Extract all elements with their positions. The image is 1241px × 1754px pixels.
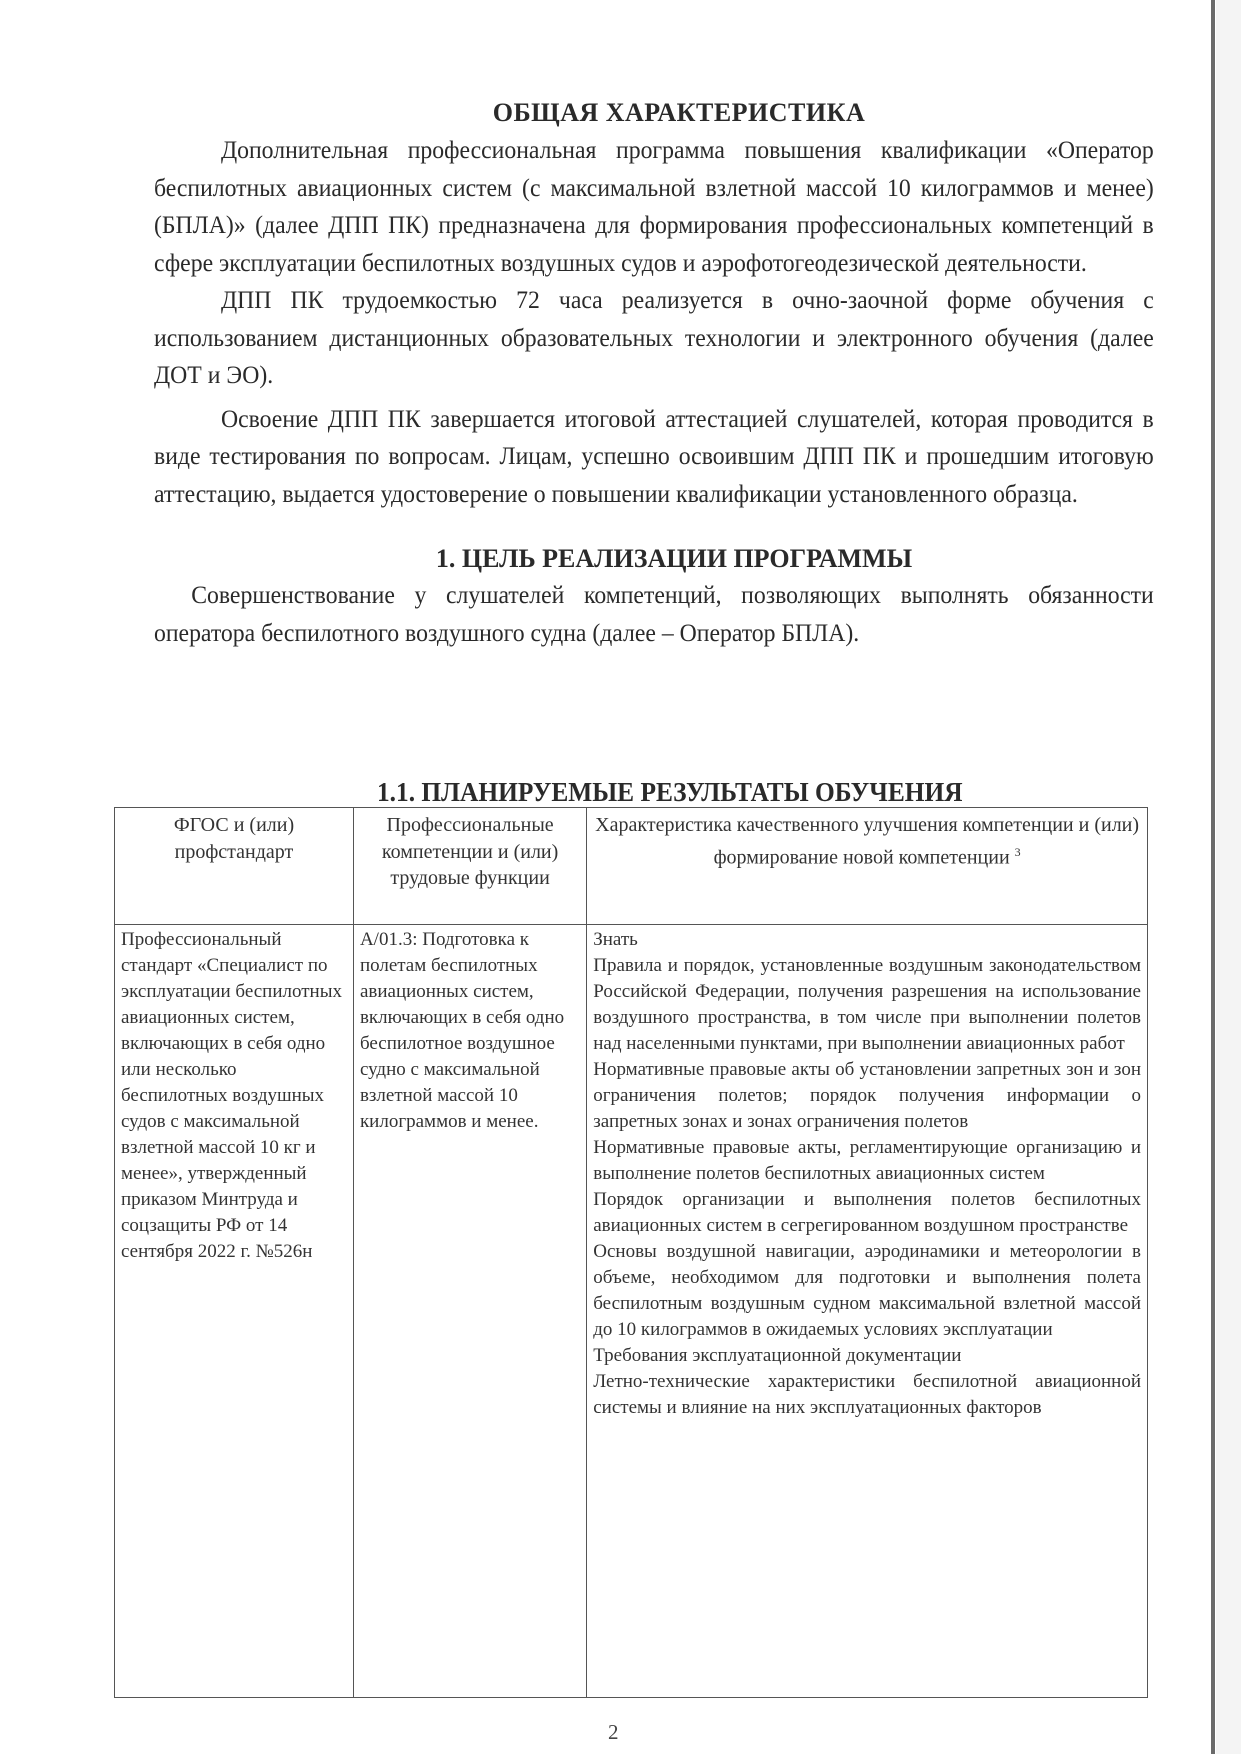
intro-paragraph-1: Дополнительная профессиональная программа повышения квалификации «Оператор беспилотных авиационных систем (с максимальной взлетной массой 10 килограммов и менее) (БПЛА)» (далее ДПП ПК) предназначена для формирования профессиональных компетенций в сфере эксплуатации беспилотных воздушных судов и аэрофотогеодезической деятельности. <box>154 135 1154 277</box>
document-page <box>154 95 1154 651</box>
know-item: Летно-технические характеристики беспилотной авиационной системы и влияние на них эксплуатационных факторов <box>593 1371 1141 1418</box>
page-title: ОБЩАЯ ХАРАКТЕРИСТИКА <box>492 98 866 127</box>
header-characteristic-text: Характеристика качественного улучшения компетенции и (или) формирование новой компетенции <box>595 814 1140 869</box>
intro-paragraph-2: ДПП ПК трудоемкостью 72 часа реализуется в очно-заочной форме обучения с использованием дистанционных образовательных технологии и электронного обучения (далее ДОТ и ЭО). <box>154 285 1154 389</box>
scan-margin <box>1216 0 1241 1754</box>
know-item: Нормативные правовые акты, регламентирующие организацию и выполнение полетов беспилотных авиационных систем <box>593 1137 1141 1184</box>
footnote-marker: 3 <box>1014 844 1021 859</box>
know-item: Требования эксплуатационной документации <box>593 1345 962 1366</box>
header-competency: Профессиональные компетенции и (или) трудовые функции <box>353 808 586 925</box>
intro-paragraph-3: Освоение ДПП ПК завершается итоговой аттестацией слушателей, которая проводится в виде тестирования по вопросам. Лицам, успешно освоившим ДПП ПК и прошедшим итоговую аттестацию, выдается удостоверение о повышении квалификации установленного образца. <box>154 403 1154 508</box>
section-1-1-title: 1.1. ПЛАНИРУЕМЫЕ РЕЗУЛЬТАТЫ ОБУЧЕНИЯ <box>376 777 963 807</box>
know-item: Порядок организации и выполнения полетов беспилотных авиационных систем в сегрегированном воздушном пространстве <box>593 1189 1141 1236</box>
cell-competency: А/01.3: Подготовка к полетам беспилотных авиационных систем, включающих в себя одно беспилотное воздушное судно с максимальной взлетной массой 10 килограммов и менее. <box>353 925 586 1698</box>
know-label: Знать <box>593 929 638 950</box>
cell-standard: Профессиональный стандарт «Специалист по эксплуатации беспилотных авиационных систем, включающих в себя одно или несколько беспилотных воздушных судов с максимальной взлетной массой 10 кг и менее», утвержденный приказом Минтруда и соцзащиты РФ от 14 сентября 2022 г. №526н <box>115 925 354 1698</box>
table-row <box>115 925 1148 1698</box>
page-number: 2 <box>608 1720 619 1744</box>
header-characteristic <box>587 808 1148 925</box>
scan-edge <box>1211 0 1215 1754</box>
section-1-title: 1. ЦЕЛЬ РЕАЛИЗАЦИИ ПРОГРАММЫ <box>435 544 913 573</box>
table-header-row <box>115 808 1148 925</box>
header-standard: ФГОС и (или) профстандарт <box>115 808 354 925</box>
section-1-text: Совершенствование у слушателей компетенций, позволяющих выполнять обязанности оператора беспилотного воздушного судна (далее – Оператор БПЛА). <box>154 580 1154 647</box>
learning-results-table <box>114 807 1148 1698</box>
cell-characteristic <box>587 925 1148 1698</box>
know-item: Основы воздушной навигации, аэродинамики и метеорологии в объеме, необходимом для подготовки и выполнения полета беспилотным воздушным судном максимальной взлетной массой до 10 килограммов в ожидаемых условиях эксплуатации <box>593 1241 1141 1340</box>
know-item: Правила и порядок, установленные воздушным законодательством Российской Федерации, получения разрешения на использование воздушного пространства, в том числе при выполнении полетов над населенными пунктами, при выполнении авиационных работ <box>593 955 1141 1054</box>
know-item: Нормативные правовые акты об установлении запретных зон и зон ограничения полетов; порядок получения информации о запретных зонах и зонах ограничения полетов <box>593 1059 1141 1132</box>
